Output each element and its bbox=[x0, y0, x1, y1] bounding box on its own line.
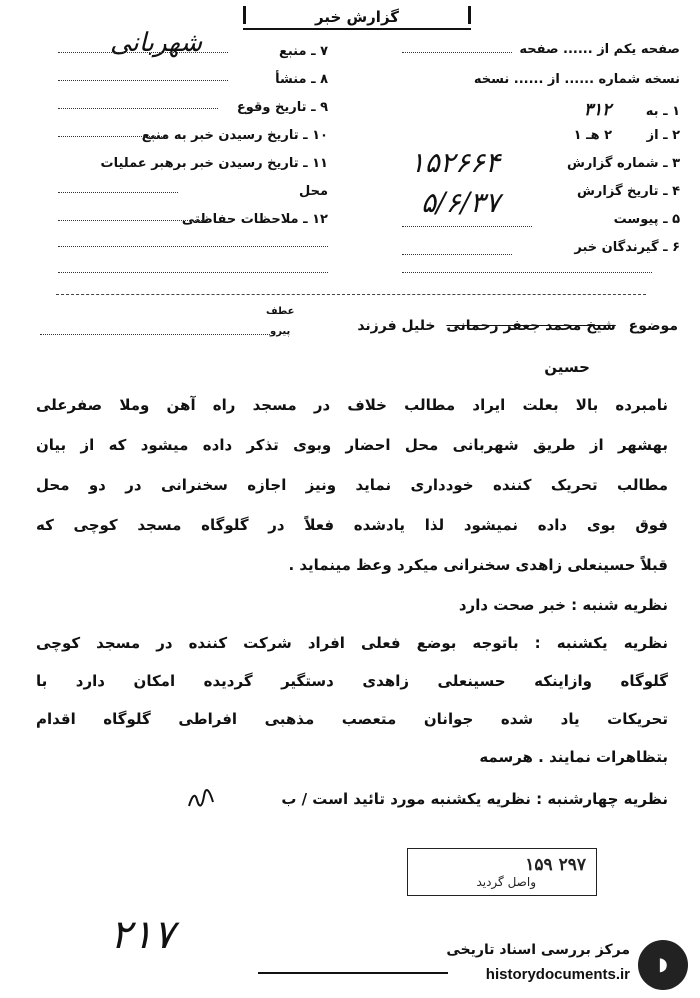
field-11-location-label: محل bbox=[298, 184, 328, 199]
field-4-value: ۵/۶/۳۷ bbox=[420, 186, 500, 219]
field-3-value: ۱۵۲۶۶۴ bbox=[409, 146, 500, 179]
field-1-number: ۱ ـ bbox=[663, 104, 680, 119]
dotted-line bbox=[58, 220, 208, 221]
handwritten-initial-mark bbox=[186, 788, 216, 810]
field-11-location bbox=[299, 184, 328, 199]
opinion-line: نظریه شنبه : خبر صحت دارد bbox=[458, 596, 668, 614]
field-5 bbox=[614, 212, 680, 227]
dotted-line bbox=[40, 334, 270, 335]
field-8-label: منشأ bbox=[275, 72, 307, 87]
page-count-label: صفحه یکم از ...... صفحه bbox=[519, 42, 680, 57]
field-4 bbox=[577, 184, 680, 199]
archive-watermark bbox=[412, 936, 688, 992]
body-line: مطالب تحریک کننده خودداری نماید ونیز اجازه سخنرانی در دو محل bbox=[36, 476, 668, 494]
field-7-value: شهربانی bbox=[110, 28, 203, 58]
dotted-line bbox=[58, 192, 178, 193]
body-line: فوق بوی داده نمیشود لذا یادشده فعلاً در گلوگاه مسجد کوچی که bbox=[36, 516, 668, 534]
dotted-line bbox=[58, 80, 228, 81]
field-5-label: پیوست bbox=[613, 212, 659, 227]
field-7-number: ۷ ـ bbox=[311, 44, 328, 59]
field-6-label: گیرندگان خبر bbox=[574, 240, 659, 255]
stamp-number: ۲۹۷ ۱۵۹ bbox=[525, 855, 586, 875]
field-1-label: به bbox=[645, 104, 659, 119]
subject-text: خلیل فرزند bbox=[357, 318, 436, 334]
field-1-value: ۳۱۲ bbox=[583, 100, 612, 120]
dotted-line bbox=[58, 108, 218, 109]
field-12-number: ۱۲ ـ bbox=[303, 212, 328, 227]
dotted-line bbox=[402, 52, 512, 53]
field-6-number: ۶ ـ bbox=[663, 240, 680, 255]
field-11-label: تاریخ رسیدن خبر برهبر عملیات bbox=[100, 156, 299, 171]
field-10-label: تاریخ رسیدن خبر به منبع bbox=[141, 128, 299, 143]
field-2-label: از bbox=[646, 128, 659, 143]
field-7-label: منبع bbox=[279, 44, 307, 59]
dotted-line bbox=[58, 52, 228, 53]
opinion-line: گلوگاه وازاینکه حسینعلی زاهدی دستگیر گردیده امکان دارد با bbox=[36, 672, 668, 690]
field-11 bbox=[101, 156, 328, 171]
subject-label: موضوع bbox=[628, 318, 678, 334]
copy-count-label: نسخه شماره ...... از ...... نسخه bbox=[473, 72, 680, 87]
dotted-line bbox=[58, 246, 328, 247]
field-4-label: تاریخ گزارش bbox=[576, 184, 659, 199]
opinion-line: تحریکات یاد شده جوانان متعصب مذهبی افراطی گلوگاه اقدام bbox=[36, 710, 668, 728]
field-5-number: ۵ ـ bbox=[663, 212, 680, 227]
opinion-line: نظریه یکشنبه : باتوجه بوضع فعلی افراد شرکت کننده در مسجد کوچی bbox=[36, 634, 668, 652]
body-line: قبلاً حسینعلی زاهدی سخنرانی میکرد وعظ مینماید . bbox=[288, 556, 668, 574]
opinion-line: بتظاهرات نمایند . هرسمه bbox=[479, 748, 668, 766]
field-2-number: ۲ ـ bbox=[663, 128, 680, 143]
opinion-line: نظریه چهارشنبه : نظریه یکشنبه مورد تائید است / ب bbox=[281, 790, 668, 808]
field-8-number: ۸ ـ bbox=[311, 72, 328, 87]
stamp-received-text: واصل گردید bbox=[476, 875, 536, 889]
field-7 bbox=[279, 44, 328, 59]
field-9 bbox=[237, 100, 328, 115]
body-line: نامبرده بالا بعلت ایراد مطالب خلاف در مسجد راه آهن وملا صفرعلی bbox=[36, 396, 668, 414]
field-6 bbox=[574, 240, 680, 255]
form-title: گزارش خبر bbox=[243, 6, 471, 30]
field-1 bbox=[584, 100, 680, 120]
dotted-line bbox=[402, 272, 652, 273]
subject-note-above: عطف bbox=[266, 306, 295, 317]
field-12-label: ملاحظات حفاظتی bbox=[181, 212, 299, 227]
dotted-line bbox=[58, 136, 168, 137]
archive-logo-icon: ◗ bbox=[638, 940, 688, 990]
dotted-line bbox=[402, 226, 532, 227]
field-10-number: ۱۰ ـ bbox=[303, 128, 328, 143]
field-3 bbox=[567, 156, 680, 171]
subject-continuation: حسین bbox=[544, 358, 590, 376]
field-2-value: ۲ هـ ۱ bbox=[573, 128, 613, 143]
subject-note-below: پیرو bbox=[270, 326, 291, 337]
field-11-number: ۱۱ ـ bbox=[303, 156, 328, 171]
subject-line bbox=[357, 318, 678, 334]
field-3-number: ۳ ـ bbox=[663, 156, 680, 171]
subject-struck-text: شیخ محمد جعفر رحمانی bbox=[446, 318, 616, 334]
field-10 bbox=[142, 128, 328, 143]
watermark-title: مرکز بررسی اسناد تاریخی bbox=[446, 942, 630, 958]
field-8 bbox=[275, 72, 328, 87]
watermark-url: historydocuments.ir bbox=[485, 966, 630, 983]
handwritten-page-number: ۲۱۷ bbox=[110, 912, 175, 958]
body-line: بهشهر از طریق شهربانی محل احضار وبوی تذکر داده میشود که از بیان bbox=[36, 436, 668, 454]
field-3-label: شماره گزارش bbox=[566, 156, 659, 171]
header-separator bbox=[56, 294, 646, 295]
dotted-line bbox=[402, 254, 512, 255]
field-9-number: ۹ ـ bbox=[311, 100, 328, 115]
field-9-label: تاریخ وقوع bbox=[236, 100, 307, 115]
field-4-number: ۴ ـ bbox=[663, 184, 680, 199]
field-2 bbox=[574, 128, 680, 143]
receipt-stamp bbox=[407, 848, 597, 896]
dotted-line bbox=[58, 272, 328, 273]
